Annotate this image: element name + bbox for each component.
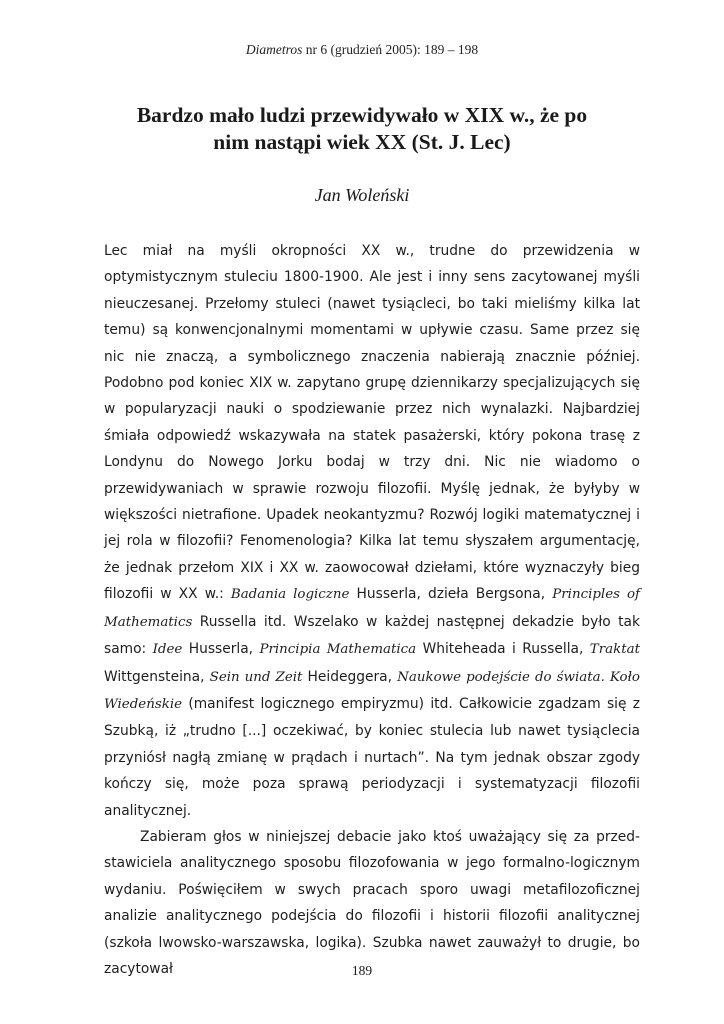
p1-italic-principia-mathematica: Principia Mathematica — [259, 642, 417, 658]
p1-text-1: Lec miał na myśli okropności XX w., trudne do przewidzenia w optymistycznym stuleciu 1800-1900. Ale jest i inny sens zacytowanej myśli nieuczesanej. Przełomy stuleci (nawet tysiącleci, bo taki mieliśmy kilka lat temu) są konwencjonalnymi momentami w upływie czasu. Same przez się nic nie znaczą, a symbolicznego znaczenia nabierają znacznie później. Podobno pod koniec XIX w. zapytano grupę dziennikarzy specjalizujących się w popularyzacji nauki o spodziewanie przez nich wynalazki. Najbardziej śmiała odpowiedź wskazywała na statek pasażerski, który pokona trasę z Londynu do Nowego Jorku bodaj w trzy dni. Nic nie wiadomo o przewidywaniach w sprawie rozwoju filozofii. Myślę jednak, że byłyby w większości nietrafione. Upadek neokantyzmu? Rozwój logiki matematycznej i jej rola w filozofii? Fenomenologia? Kilka lat temu słyszałem argumentację, że jednak przełom XIX i XX w. zaowocował dziełami, które wyznaczyły bieg filozofii w XX w.: — [104, 243, 640, 603]
issue-info: nr 6 (grudzień 2005): 189 – 198 — [302, 42, 479, 57]
author-name: Jan Woleński — [314, 185, 410, 205]
paragraph-1 — [104, 238, 640, 824]
p1-text-8: (manifest logicznego empiryzmu) itd. Całkowicie zgadzam się z Szubką, iż „trudno [...] oczekiwać, by koniec stulecia lub nawet tysiąclecia przyniósł nagłą zmianę w prądach i nurtach”. Na tym jednak obszar zgody kończy się, może poza sprawą periodyzacji i systematyzacji filozofii analitycznej. — [104, 695, 640, 819]
p1-text-3: Russella itd. Wszelako w każdej następnej dekadzie było tak samo: — [104, 613, 640, 658]
paragraph-2: Zabieram głos w niniejszej debacie jako ktoś uważający się za przedstawiciela analitycznego sposobu filozofowania w jego formalno-logicznym wydaniu. Poświęciłem w swych pracach sporo uwagi metafilozoficznej analizie analitycznego podejścia do filozofii i historii filozofii analitycznej (szkoła lwowsko-warszawska, logika). Szubka nawet zauważył to drugie, bo zacytował — [104, 828, 640, 977]
article-body — [104, 238, 640, 982]
p1-text-6: Wittgensteina, — [104, 668, 210, 685]
title-line-2: nim nastąpi wiek XX (St. J. Lec) — [213, 130, 511, 154]
journal-name: Diametros — [245, 42, 303, 57]
running-header — [0, 41, 724, 59]
p1-italic-principles-of-mathematics: Principles of Mathematics — [104, 587, 641, 630]
p1-text-4: Husserla, — [182, 641, 260, 658]
p1-text-5: Whiteheada i Russella, — [416, 641, 590, 658]
p1-italic-idee: Idee — [152, 642, 183, 658]
p1-text-7: Heideggera, — [302, 668, 398, 685]
title-line-1: Bardzo mało ludzi przewidywało w XIX w., że po — [136, 103, 588, 127]
p1-italic-naukowe-podejscie: Naukowe podejście do świata. Koło Wiedeńskie — [104, 669, 640, 712]
p1-text-2: Husserla, dzieła Bergsona, — [349, 586, 553, 603]
p1-italic-badania-logiczne: Badania logiczne — [230, 587, 350, 603]
article-title — [60, 102, 664, 156]
page-number: 189 — [351, 963, 373, 978]
p1-italic-traktat: Traktat — [589, 642, 640, 658]
p1-italic-sein-und-zeit: Sein und Zeit — [209, 669, 303, 685]
